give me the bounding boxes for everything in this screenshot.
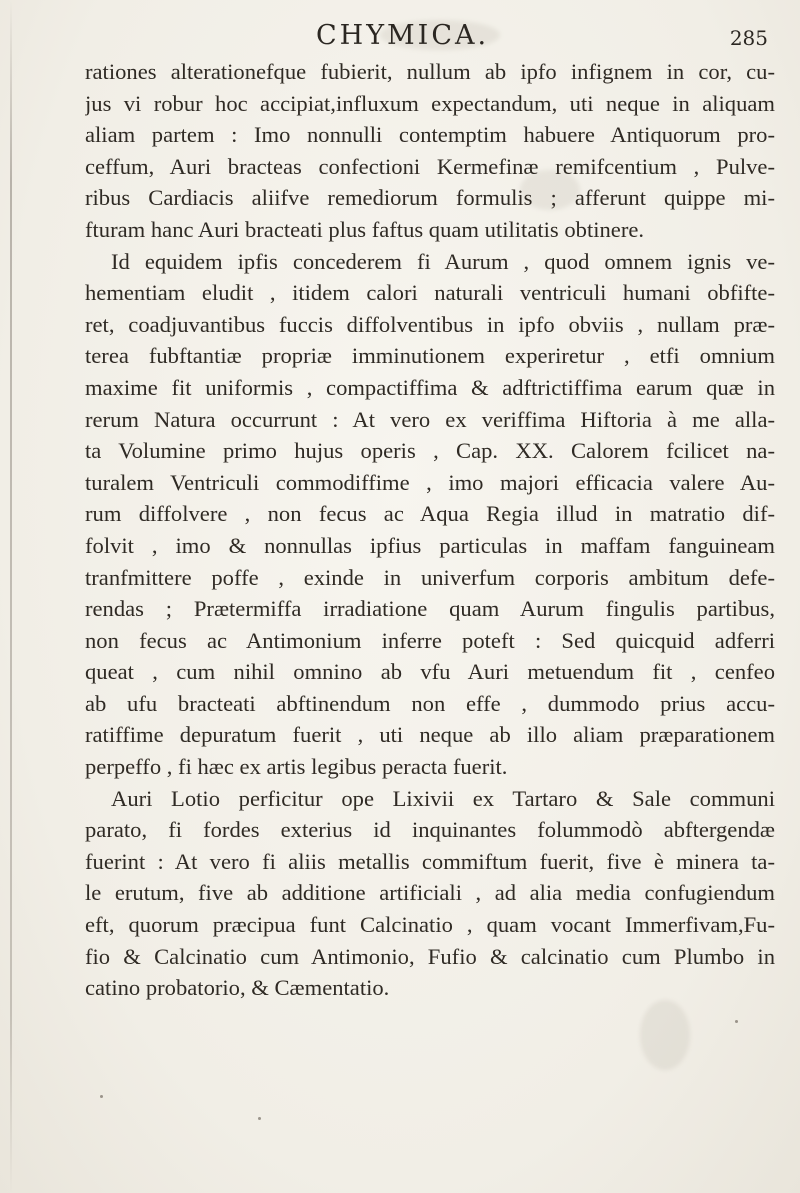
text-line: ab ufu bracteati abftinendum non effe , dummodo prius accu-	[85, 690, 775, 716]
text-line: hementiam eludit , itidem calori naturali ventriculi humani obfifte-	[85, 280, 775, 306]
text-line: tranfmittere poffe , exinde in univerfum corporis ambitum defe-	[85, 564, 775, 590]
text-line: ceffum, Auri bracteas confectioni Kermefinæ remifcentium , Pulve-	[85, 153, 775, 179]
text-line: fio & Calcinatio cum Antimonio, Fufio & calcinatio cum Plumbo in	[85, 943, 775, 969]
body-text	[85, 56, 775, 1004]
text-line: aliam partem : Imo nonnulli contemptim habuere Antiquorum pro-	[85, 122, 775, 148]
text-line: terea fubftantiæ propriæ imminutionem experiretur , etfi omnium	[85, 343, 775, 369]
text-line: jus vi robur hoc accipiat,influxum expectandum, uti neque in aliquam	[85, 90, 775, 116]
text-line: fturam hanc Auri bracteati plus faftus quam utilitatis obtinere.	[85, 216, 645, 242]
text-line: rationes alterationefque fubierit, nullum ab ipfo infignem in cor, cu-	[85, 59, 775, 84]
text-line: fuerint : At vero fi aliis metallis commiftum fuerit, five è minera ta-	[85, 848, 775, 874]
text-line: le erutum, five ab additione artificiali , ad alia media confugiendum	[85, 880, 775, 906]
text-line: ribus Cardiacis aliifve remediorum formulis ; afferunt quippe mi-	[85, 185, 775, 211]
text-line: rum diffolvere , non fecus ac Aqua Regia illud in matratio dif-	[85, 501, 775, 527]
text-line: perpeffo , fi hæc ex artis legibus peracta fuerit.	[85, 754, 508, 780]
text-line: ta Volumine primo hujus operis , Cap. XX. Calorem fcilicet na-	[85, 438, 775, 464]
text-line: non fecus ac Antimonium inferre poteft : Sed quicquid adferri	[85, 627, 775, 653]
text-line: turalem Ventriculi commodiffime , imo majori efficacia valere Au-	[85, 469, 775, 495]
page-number: 285	[729, 26, 768, 50]
text-line: ret, coadjuvantibus fuccis diffolventibus in ipfo obviis , nullam præ-	[85, 311, 775, 337]
text-line: maxime fit uniformis , compactiffima & adftrictiffima earum quæ in	[85, 374, 775, 400]
page-gutter-shadow	[10, 0, 12, 1193]
page-header	[88, 20, 788, 56]
text-line: ratiffime depuratum fuerit , uti neque ab illo aliam præparationem	[85, 722, 775, 748]
text-line: Id equidem ipfis concederem fi Aurum , quod omnem ignis ve-	[111, 248, 775, 274]
text-line: rerum Natura occurrunt : At vero ex veriffima Hiftoria à me alla-	[85, 406, 775, 432]
text-line: Auri Lotio perficitur ope Lixivii ex Tartaro & Sale communi	[111, 785, 775, 811]
paper-stain	[640, 1000, 690, 1070]
paper-speck	[258, 1117, 261, 1120]
paper-speck	[100, 1095, 103, 1098]
text-line: catino probatorio, & Cæmentatio.	[85, 975, 390, 1001]
text-line: queat , cum nihil omnino ab vfu Auri metuendum fit , cenfeo	[85, 659, 775, 685]
text-line: parato, fi fordes exterius id inquinantes folummodò abftergendæ	[85, 817, 775, 843]
text-line: eft, quorum præcipua funt Calcinatio , quam vocant Immerfivam,Fu-	[85, 912, 775, 938]
paper-speck	[735, 1020, 738, 1023]
text-line: folvit , imo & nonnullas ipfius particulas in maffam fanguineam	[85, 532, 775, 558]
running-title: CHYMICA.	[316, 20, 490, 51]
text-line: rendas ; Prætermiffa irradiatione quam Aurum fingulis partibus,	[85, 596, 775, 622]
